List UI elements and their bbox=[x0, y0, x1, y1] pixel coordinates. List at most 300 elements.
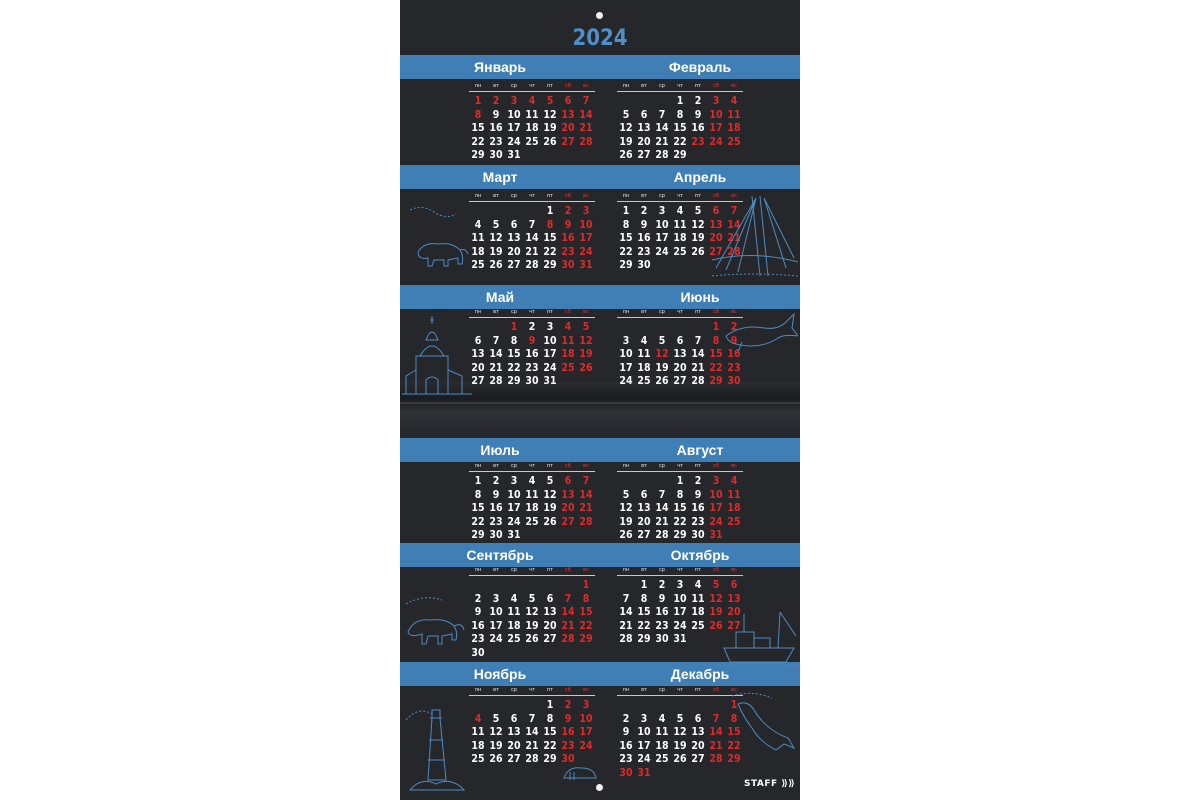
day-cell: 20 bbox=[709, 232, 723, 244]
day-cell: 28 bbox=[525, 259, 539, 271]
day-cell: 1 bbox=[622, 205, 630, 217]
day-cell: 3 bbox=[492, 592, 500, 605]
day-cell: 25 bbox=[727, 135, 741, 148]
weekday-label: ср bbox=[511, 687, 517, 693]
lighthouse-icon bbox=[404, 700, 470, 792]
day-cell: 11 bbox=[673, 218, 687, 231]
weekday-label: сб bbox=[713, 463, 719, 469]
weekday-label: пт bbox=[546, 687, 554, 693]
day-cell: 15 bbox=[471, 122, 485, 134]
day-cell: 15 bbox=[673, 502, 687, 514]
day-cell: 11 bbox=[471, 726, 485, 738]
weekday-label: пт bbox=[546, 309, 554, 315]
day-cell: 6 bbox=[564, 475, 572, 487]
day-cell: 6 bbox=[712, 205, 720, 217]
day-cell: 21 bbox=[489, 361, 503, 374]
day-cell: 29 bbox=[471, 529, 485, 541]
day-cell: 6 bbox=[510, 712, 518, 725]
day-cell: 18 bbox=[691, 606, 705, 618]
day-cell: 19 bbox=[673, 739, 687, 752]
day-cell: 1 bbox=[546, 205, 554, 217]
weekday-label: пт bbox=[694, 193, 702, 199]
weekday-label: чт bbox=[677, 567, 683, 573]
day-cell: 8 bbox=[676, 108, 684, 121]
days-grid bbox=[617, 95, 743, 163]
day-cell: 12 bbox=[489, 232, 503, 244]
day-cell: 31 bbox=[637, 766, 651, 779]
day-cell: 23 bbox=[489, 135, 503, 148]
month-grid-may bbox=[469, 308, 595, 389]
day-cell: 2 bbox=[658, 579, 666, 591]
day-cell: 11 bbox=[561, 334, 575, 347]
weekday-label: пн bbox=[474, 193, 482, 199]
day-cell: 4 bbox=[474, 712, 482, 725]
day-cell: 25 bbox=[525, 515, 539, 528]
day-cell: 21 bbox=[619, 619, 633, 632]
day-cell: 15 bbox=[543, 232, 557, 244]
day-cell: 16 bbox=[561, 726, 575, 738]
day-cell: 7 bbox=[582, 95, 590, 107]
weekday-label: вт bbox=[641, 83, 647, 89]
weekday-header bbox=[617, 462, 743, 472]
day-cell: 11 bbox=[637, 348, 651, 360]
day-cell: 21 bbox=[525, 245, 539, 258]
day-cell: 22 bbox=[673, 515, 687, 528]
weekday-label: пн bbox=[474, 83, 482, 89]
day-cell: 3 bbox=[546, 321, 554, 333]
day-cell: 27 bbox=[691, 753, 705, 765]
day-cell: 26 bbox=[619, 149, 633, 161]
weekday-label: вс bbox=[731, 193, 737, 199]
day-cell: 11 bbox=[691, 592, 705, 605]
day-cell: 29 bbox=[619, 259, 633, 271]
day-cell: 11 bbox=[525, 108, 539, 121]
day-cell: 30 bbox=[561, 753, 575, 765]
day-cell: 8 bbox=[546, 218, 554, 231]
weekday-label: вт bbox=[641, 193, 647, 199]
day-cell: 26 bbox=[489, 753, 503, 765]
day-cell: 7 bbox=[658, 488, 666, 501]
weekday-label: ср bbox=[659, 463, 665, 469]
day-cell: 18 bbox=[525, 502, 539, 514]
weekday-label: чт bbox=[529, 193, 535, 199]
weekday-label: ср bbox=[511, 83, 517, 89]
weekday-label: вс bbox=[731, 687, 737, 693]
day-cell: 6 bbox=[640, 488, 648, 501]
day-cell: 21 bbox=[655, 515, 669, 528]
weekday-header bbox=[617, 566, 743, 576]
day-cell: 15 bbox=[471, 502, 485, 514]
day-cell: 15 bbox=[637, 606, 651, 618]
day-cell: 7 bbox=[582, 475, 590, 487]
day-cell: 27 bbox=[543, 633, 557, 645]
day-cell: 18 bbox=[637, 361, 651, 374]
day-cell: 7 bbox=[622, 592, 630, 605]
day-cell: 21 bbox=[525, 739, 539, 752]
day-cell: 16 bbox=[727, 348, 741, 360]
weekday-label: ср bbox=[659, 687, 665, 693]
weekday-label: вс bbox=[731, 309, 737, 315]
day-cell: 13 bbox=[507, 726, 521, 738]
month-band bbox=[400, 285, 800, 309]
day-cell: 18 bbox=[525, 122, 539, 134]
weekday-label: сб bbox=[565, 309, 571, 315]
day-cell: 9 bbox=[694, 108, 702, 121]
day-cell: 8 bbox=[474, 108, 482, 121]
day-cell: 1 bbox=[546, 699, 554, 711]
day-cell: 25 bbox=[525, 135, 539, 148]
day-cell: 5 bbox=[694, 205, 702, 217]
day-cell: 19 bbox=[619, 515, 633, 528]
day-cell: 18 bbox=[655, 739, 669, 752]
day-cell: 28 bbox=[655, 149, 669, 161]
month-grid-august bbox=[617, 462, 743, 543]
day-cell: 24 bbox=[507, 135, 521, 148]
month-name: Июнь bbox=[680, 289, 720, 305]
day-cell: 22 bbox=[471, 515, 485, 528]
day-cell: 12 bbox=[673, 726, 687, 738]
day-cell: 5 bbox=[546, 475, 554, 487]
day-cell: 9 bbox=[492, 488, 500, 501]
day-cell: 5 bbox=[676, 712, 684, 725]
day-cell: 13 bbox=[691, 726, 705, 738]
day-cell: 2 bbox=[528, 321, 536, 333]
day-cell: 14 bbox=[579, 108, 593, 121]
day-cell: 31 bbox=[579, 259, 593, 271]
month-name: Февраль bbox=[668, 59, 732, 75]
day-cell: 19 bbox=[489, 739, 503, 752]
month-name: Октябрь bbox=[670, 547, 730, 563]
weekday-label: вт bbox=[493, 687, 499, 693]
day-cell: 27 bbox=[561, 515, 575, 528]
day-cell: 24 bbox=[655, 245, 669, 258]
day-cell: 13 bbox=[709, 218, 723, 231]
day-cell: 6 bbox=[474, 334, 482, 347]
day-cell: 2 bbox=[640, 205, 648, 217]
day-cell: 18 bbox=[471, 245, 485, 258]
day-cell: 22 bbox=[709, 361, 723, 374]
month-name: Сентябрь bbox=[466, 547, 534, 563]
day-cell: 7 bbox=[564, 592, 572, 605]
day-cell: 8 bbox=[510, 334, 518, 347]
day-cell: 10 bbox=[637, 726, 651, 738]
weekday-label: вс bbox=[583, 309, 589, 315]
days-grid bbox=[469, 205, 595, 273]
day-cell: 20 bbox=[561, 502, 575, 514]
weekday-label: пт bbox=[546, 83, 554, 89]
day-cell: 28 bbox=[579, 515, 593, 528]
weekday-label: вс bbox=[583, 83, 589, 89]
day-cell: 17 bbox=[489, 619, 503, 632]
weekday-label: вт bbox=[641, 687, 647, 693]
day-cell: 23 bbox=[655, 619, 669, 632]
day-cell: 26 bbox=[709, 619, 723, 632]
day-cell: 18 bbox=[727, 502, 741, 514]
month-name: Август bbox=[676, 442, 724, 458]
day-cell: 20 bbox=[543, 619, 557, 632]
day-cell: 12 bbox=[709, 592, 723, 605]
day-cell: 29 bbox=[579, 633, 593, 645]
day-cell: 27 bbox=[709, 245, 723, 258]
day-cell: 27 bbox=[507, 259, 521, 271]
day-cell: 11 bbox=[471, 232, 485, 244]
day-cell: 11 bbox=[727, 108, 741, 121]
day-cell: 5 bbox=[622, 108, 630, 121]
day-cell: 12 bbox=[655, 348, 669, 360]
day-cell: 9 bbox=[640, 218, 648, 231]
weekday-label: вт bbox=[493, 83, 499, 89]
day-cell: 14 bbox=[709, 726, 723, 738]
day-cell: 25 bbox=[691, 619, 705, 632]
day-cell: 8 bbox=[712, 334, 720, 347]
month-band bbox=[400, 165, 800, 189]
weekday-label: вс bbox=[583, 687, 589, 693]
day-cell: 30 bbox=[655, 633, 669, 645]
day-cell: 17 bbox=[709, 122, 723, 134]
day-cell: 22 bbox=[619, 245, 633, 258]
weekday-label: чт bbox=[677, 83, 683, 89]
weekday-label: чт bbox=[677, 309, 683, 315]
day-cell: 16 bbox=[525, 348, 539, 360]
brand-logo: STAFF ⟫⟫ bbox=[744, 779, 796, 789]
weekday-label: вт bbox=[641, 463, 647, 469]
weekday-label: сб bbox=[713, 687, 719, 693]
weekday-label: вс bbox=[583, 193, 589, 199]
month-name: Июль bbox=[480, 442, 520, 458]
weekday-label: чт bbox=[529, 83, 535, 89]
day-cell: 18 bbox=[561, 348, 575, 360]
day-cell: 28 bbox=[489, 375, 503, 387]
day-cell: 13 bbox=[543, 606, 557, 618]
day-cell: 2 bbox=[622, 712, 630, 725]
day-cell: 20 bbox=[637, 135, 651, 148]
day-cell: 31 bbox=[673, 633, 687, 645]
day-cell: 6 bbox=[730, 579, 738, 591]
weekday-label: пн bbox=[474, 687, 482, 693]
day-cell: 19 bbox=[691, 232, 705, 244]
weekday-label: ср bbox=[659, 83, 665, 89]
month-name: Апрель bbox=[673, 169, 727, 185]
weekday-header bbox=[469, 566, 595, 576]
weekday-label: чт bbox=[529, 309, 535, 315]
day-cell: 20 bbox=[471, 361, 485, 374]
day-cell: 17 bbox=[637, 739, 651, 752]
weekday-label: пт bbox=[546, 567, 554, 573]
day-cell: 7 bbox=[658, 108, 666, 121]
day-cell: 30 bbox=[471, 646, 485, 659]
day-cell: 26 bbox=[579, 361, 593, 374]
day-cell: 30 bbox=[525, 375, 539, 387]
weekday-label: пт bbox=[546, 463, 554, 469]
weekday-label: чт bbox=[529, 463, 535, 469]
day-cell: 16 bbox=[637, 232, 651, 244]
weekday-label: ср bbox=[511, 309, 517, 315]
day-cell: 3 bbox=[510, 475, 518, 487]
day-cell: 14 bbox=[727, 218, 741, 231]
weekday-label: пн bbox=[622, 193, 630, 199]
day-cell: 26 bbox=[489, 259, 503, 271]
day-cell: 29 bbox=[471, 149, 485, 161]
day-cell: 4 bbox=[676, 205, 684, 217]
weekday-label: пт bbox=[694, 567, 702, 573]
day-cell: 12 bbox=[619, 122, 633, 134]
day-cell: 10 bbox=[655, 218, 669, 231]
day-cell: 10 bbox=[489, 606, 503, 618]
day-cell: 23 bbox=[691, 515, 705, 528]
day-cell: 19 bbox=[655, 361, 669, 374]
day-cell: 20 bbox=[507, 739, 521, 752]
day-cell: 23 bbox=[637, 245, 651, 258]
day-cell: 14 bbox=[655, 502, 669, 514]
day-cell: 25 bbox=[727, 515, 741, 528]
month-name: Январь bbox=[474, 59, 526, 75]
day-cell: 28 bbox=[561, 633, 575, 645]
day-cell: 28 bbox=[619, 633, 633, 645]
day-cell: 24 bbox=[637, 753, 651, 765]
day-cell: 16 bbox=[561, 232, 575, 244]
day-cell: 6 bbox=[676, 334, 684, 347]
weekday-label: сб bbox=[565, 687, 571, 693]
weekday-label: сб bbox=[565, 463, 571, 469]
day-cell: 9 bbox=[730, 334, 738, 347]
day-cell: 4 bbox=[474, 218, 482, 231]
day-cell: 9 bbox=[492, 108, 500, 121]
day-cell: 26 bbox=[655, 375, 669, 387]
day-cell: 17 bbox=[507, 122, 521, 134]
day-cell: 5 bbox=[528, 592, 536, 605]
day-cell: 2 bbox=[492, 95, 500, 107]
day-cell: 6 bbox=[640, 108, 648, 121]
day-cell: 8 bbox=[640, 592, 648, 605]
day-cell: 20 bbox=[561, 122, 575, 134]
day-cell: 7 bbox=[492, 334, 500, 347]
month-name: Май bbox=[485, 289, 515, 305]
weekday-header bbox=[469, 462, 595, 472]
year-title: 2024 bbox=[572, 26, 628, 51]
weekday-label: вс bbox=[583, 567, 589, 573]
day-cell: 17 bbox=[655, 232, 669, 244]
day-cell: 29 bbox=[637, 633, 651, 645]
day-cell: 28 bbox=[691, 375, 705, 387]
month-grid-september bbox=[469, 566, 595, 660]
day-cell: 14 bbox=[655, 122, 669, 134]
day-cell: 7 bbox=[712, 712, 720, 725]
weekday-label: ср bbox=[511, 193, 517, 199]
day-cell: 27 bbox=[637, 529, 651, 541]
day-cell: 27 bbox=[727, 619, 741, 632]
day-cell: 13 bbox=[471, 348, 485, 360]
weekday-label: пн bbox=[474, 309, 482, 315]
weekday-label: сб bbox=[713, 193, 719, 199]
day-cell: 2 bbox=[492, 475, 500, 487]
day-cell: 21 bbox=[579, 502, 593, 514]
day-cell: 14 bbox=[525, 232, 539, 244]
day-cell: 9 bbox=[474, 606, 482, 618]
day-cell: 13 bbox=[561, 108, 575, 121]
day-cell: 22 bbox=[673, 135, 687, 148]
weekday-label: чт bbox=[677, 463, 683, 469]
day-cell: 21 bbox=[561, 619, 575, 632]
month-band bbox=[400, 55, 800, 79]
day-cell: 25 bbox=[637, 375, 651, 387]
weekday-label: чт bbox=[529, 567, 535, 573]
day-cell: 4 bbox=[564, 321, 572, 333]
day-cell: 22 bbox=[507, 361, 521, 374]
weekday-label: ср bbox=[511, 463, 517, 469]
day-cell: 8 bbox=[546, 712, 554, 725]
bridge-icon bbox=[712, 188, 798, 280]
day-cell: 2 bbox=[564, 205, 572, 217]
day-cell: 27 bbox=[673, 375, 687, 387]
day-cell: 21 bbox=[579, 122, 593, 134]
weekday-header bbox=[469, 82, 595, 92]
weekday-label: пн bbox=[622, 309, 630, 315]
day-cell: 3 bbox=[640, 712, 648, 725]
day-cell: 22 bbox=[471, 135, 485, 148]
day-cell: 3 bbox=[676, 579, 684, 591]
day-cell: 12 bbox=[543, 108, 557, 121]
day-cell: 17 bbox=[507, 502, 521, 514]
days-grid bbox=[469, 699, 595, 767]
day-cell: 23 bbox=[691, 135, 705, 148]
day-cell: 20 bbox=[637, 515, 651, 528]
day-cell: 30 bbox=[619, 766, 633, 779]
day-cell: 7 bbox=[528, 218, 536, 231]
day-cell: 2 bbox=[694, 475, 702, 487]
day-cell: 1 bbox=[676, 475, 684, 487]
day-cell: 1 bbox=[730, 699, 738, 711]
day-cell: 24 bbox=[619, 375, 633, 387]
day-cell: 5 bbox=[492, 712, 500, 725]
day-cell: 5 bbox=[492, 218, 500, 231]
day-cell: 17 bbox=[619, 361, 633, 374]
day-cell: 5 bbox=[712, 579, 720, 591]
month-grid-december bbox=[617, 686, 743, 780]
day-cell: 23 bbox=[561, 245, 575, 258]
month-grid-november bbox=[469, 686, 595, 767]
day-cell: 10 bbox=[709, 488, 723, 501]
days-grid bbox=[469, 475, 595, 543]
day-cell: 21 bbox=[709, 739, 723, 752]
days-grid bbox=[469, 95, 595, 163]
day-cell: 24 bbox=[709, 515, 723, 528]
weekday-label: пт bbox=[694, 309, 702, 315]
day-cell: 26 bbox=[619, 529, 633, 541]
day-cell: 15 bbox=[619, 232, 633, 244]
day-cell: 14 bbox=[561, 606, 575, 618]
days-grid bbox=[617, 699, 743, 780]
day-cell: 2 bbox=[730, 321, 738, 333]
day-cell: 10 bbox=[543, 334, 557, 347]
day-cell: 6 bbox=[510, 218, 518, 231]
day-cell: 4 bbox=[730, 475, 738, 487]
day-cell: 17 bbox=[543, 348, 557, 360]
day-cell: 17 bbox=[709, 502, 723, 514]
month-grid-february bbox=[617, 82, 743, 163]
day-cell: 16 bbox=[691, 122, 705, 134]
weekday-label: вт bbox=[493, 463, 499, 469]
day-cell: 7 bbox=[528, 712, 536, 725]
day-cell: 12 bbox=[619, 502, 633, 514]
day-cell: 10 bbox=[579, 218, 593, 231]
weekday-label: вс bbox=[731, 83, 737, 89]
day-cell: 26 bbox=[543, 515, 557, 528]
weekday-label: вт bbox=[493, 309, 499, 315]
weekday-label: сб bbox=[713, 309, 719, 315]
weekday-header bbox=[617, 82, 743, 92]
day-cell: 25 bbox=[561, 361, 575, 374]
day-cell: 8 bbox=[582, 592, 590, 605]
